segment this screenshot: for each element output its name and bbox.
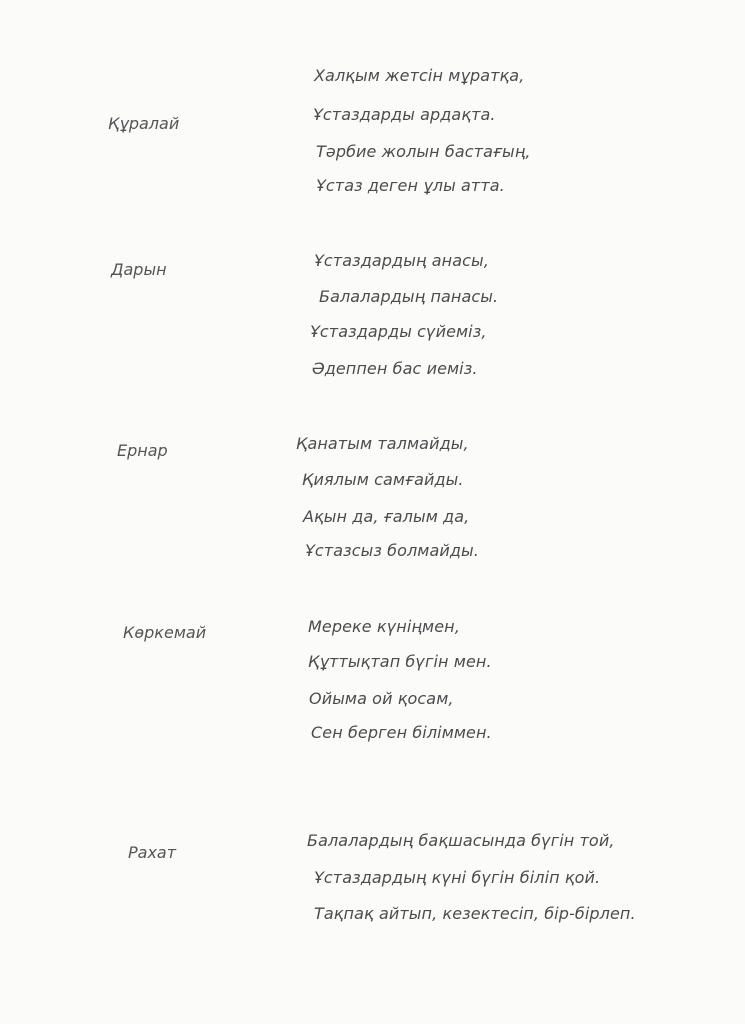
speaker-name: Дарын [111,260,167,279]
poem-line: Ақын да, ғалым да, [303,507,470,526]
poem-line: Мереке күніңмен, [308,617,460,636]
poem-line: Халқым жетсін мұратқа, [314,66,525,85]
poem-line: Ұстаздардың күні бүгін біліп қой. [314,868,601,887]
poem-line: Ұстаздарды сүйеміз, [310,322,487,341]
poem-line: Қиялым самғайды. [302,470,464,489]
poem-line: Тәрбие жолын бастағың, [316,142,531,161]
speaker-name: Көркемай [123,623,207,642]
speaker-name: Рахат [128,843,177,862]
poem-line: Тақпақ айтып, кезектесіп, бір-бірлеп. [314,904,636,923]
poem-line: Қанатым талмайды, [296,434,469,453]
poem-line: Балалардың бақшасында бүгін той, [307,831,615,850]
poem-line: Сен берген біліммен. [311,723,492,742]
poem-line: Ұстаз деген ұлы атта. [316,176,505,195]
poem-line: Әдеппен бас иеміз. [312,359,478,378]
poem-line: Құттықтап бүгін мен. [308,652,492,671]
poem-line: Балалардың панасы. [319,287,499,306]
speaker-name: Ернар [117,441,168,460]
poem-line: Ұстазсыз болмайды. [305,541,479,560]
poem-line: Ұстаздарды ардақта. [313,105,496,124]
poem-line: Ойыма ой қосам, [309,689,454,708]
poem-line: Ұстаздардың анасы, [314,251,489,270]
speaker-name: Құралай [108,114,180,133]
